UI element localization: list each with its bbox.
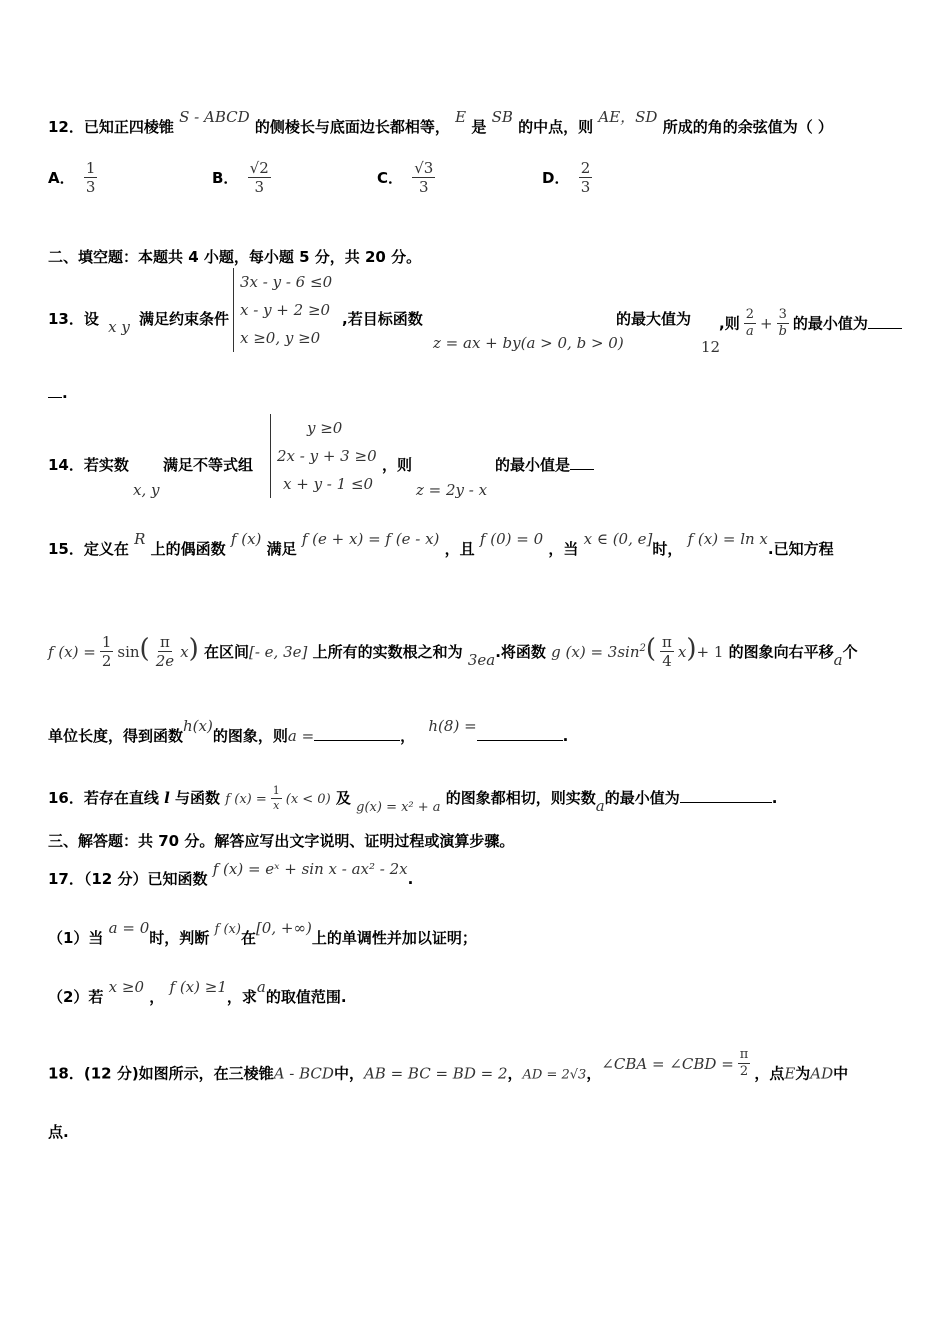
question-13 — [48, 308, 230, 336]
q17-part-1 — [48, 919, 477, 948]
q18-text: ，点 — [754, 1064, 785, 1083]
part-label: （2）若 — [48, 988, 104, 1006]
q15-text: . — [562, 727, 569, 745]
question-17 — [48, 860, 414, 889]
q12-lines: AE，SD — [598, 108, 658, 126]
numerator: √2 — [249, 159, 269, 177]
one-over-x — [271, 785, 282, 812]
q16-number: 16．若存在直线 — [48, 789, 159, 808]
q14-text: 满足不等式组 — [163, 456, 254, 474]
function-f: f (x) = eˣ + sin x - ax² - 2x — [212, 860, 408, 878]
option-fraction — [84, 160, 98, 197]
q15-text: 的图象，则 — [212, 727, 288, 745]
set-r: R — [134, 530, 146, 548]
q15-text: .将函数 — [495, 643, 546, 661]
condition: a = 0 — [108, 919, 150, 937]
function-g: g (x) = 3sin — [551, 643, 640, 661]
q13-blank-end — [48, 384, 68, 402]
q12-text: 已知正四棱锥 — [83, 118, 174, 136]
plus-sign: + — [759, 314, 773, 333]
q13-tail: . — [62, 384, 68, 402]
denominator: 2 — [101, 652, 112, 671]
numerator: 1 — [85, 159, 96, 177]
q18-text: ， — [507, 1064, 523, 1083]
q16-text: 的图象都相切，则实数 — [445, 789, 596, 808]
section-3-heading: 三、解答题：共 70 分。解答应写出文字说明、证明过程或演算步骤。 — [48, 832, 515, 850]
answer-blank[interactable] — [680, 801, 772, 803]
denominator: 2e — [155, 652, 175, 671]
question-15-line-3 — [48, 717, 569, 746]
q16-text: 的最小值为 — [604, 789, 680, 808]
denominator: 3 — [254, 178, 264, 197]
constraint: x ≥0, y ≥0 — [240, 329, 321, 347]
option-label: D． — [542, 169, 570, 187]
q17-text: 上的单调性并加以证明； — [311, 929, 477, 947]
q12-option-a — [48, 160, 101, 197]
q13-constraint-system — [233, 268, 332, 352]
answer-blank[interactable] — [48, 396, 62, 398]
q13-continued-3 — [719, 308, 902, 340]
q15-text: 个 — [842, 643, 858, 661]
function-f: f (x) = — [225, 792, 267, 808]
numerator: π — [739, 1047, 749, 1062]
square: 2 — [639, 643, 646, 654]
numerator: 3 — [778, 307, 787, 322]
inequality: f (x) ≥1 — [169, 978, 227, 996]
pi-over-2 — [738, 1048, 751, 1080]
answer-blank[interactable] — [868, 327, 902, 329]
denominator: 2 — [739, 1063, 749, 1079]
q16-text: . — [771, 789, 778, 808]
q13-number: 13．设 — [48, 310, 99, 328]
q15-text: 上所有的实数根之和为 — [312, 643, 463, 661]
denominator: b — [778, 323, 787, 339]
option-label: A． — [48, 169, 75, 187]
constraint: 3x - y - 6 ≤0 — [240, 273, 333, 291]
q12-text: 所成的角的余弦值为（ ） — [662, 118, 833, 136]
question-12 — [48, 108, 833, 137]
segment-ad: AD — [810, 1064, 834, 1083]
q15-text: 单位长度，得到函数 — [48, 727, 184, 745]
q12-point: E — [455, 108, 467, 126]
fraction-3-over-b — [777, 308, 789, 340]
pi-over-2e — [154, 634, 176, 671]
numerator: π — [159, 633, 170, 651]
inequality: x + y - 1 ≤0 — [283, 475, 374, 493]
option-label: B． — [212, 169, 239, 187]
q13-objective: z = ax + by(a > 0, b > 0) — [433, 334, 624, 352]
fraction-2-over-a — [744, 308, 756, 340]
option-fraction — [412, 160, 435, 197]
q18-text: 为 — [795, 1064, 811, 1083]
f-zero: f (0) = 0 — [479, 530, 544, 548]
denominator: x — [273, 798, 280, 812]
pi-over-4 — [660, 634, 674, 671]
q17-text: 的取值范围. — [265, 988, 347, 1006]
denominator: a — [745, 323, 754, 339]
question-14 — [48, 454, 129, 475]
q18-line-2: 点. — [48, 1123, 69, 1141]
q16-text: 与函数 — [175, 789, 221, 808]
q15-text: ，且 — [444, 540, 475, 558]
line-l: l — [164, 789, 170, 808]
a-equals: a = — [287, 727, 315, 745]
question-15-line-2: f (x) = $\frac{1}{2}$ sin( $\frac{\pi}{2e}$ x) 在区间[- e, 3e] 上所有的实数根之和为 3ea.将函数 g $(x) = 3\sin^2$( $\frac{\pi}{4}$ x)+ 1 的图象向右平移a个 — [48, 633, 858, 671]
q15-text: 的图象向右平移 — [728, 643, 834, 661]
q12-option-d — [542, 160, 596, 197]
answer-blank-h8[interactable] — [477, 739, 563, 741]
function-f: f (x) — [230, 530, 262, 548]
question-16 — [48, 784, 778, 816]
q15-text: ，当 — [548, 540, 579, 558]
question-15-line-1 — [48, 530, 834, 559]
plus-one: + 1 — [696, 643, 724, 661]
edge-ad: AD = 2√3 — [522, 1067, 587, 1083]
interval: [0, +∞) — [255, 919, 312, 937]
q13-text: 的最大值为 — [616, 310, 692, 328]
q18-text: 中 — [833, 1064, 849, 1083]
q13-text: 的最小值为 — [792, 314, 868, 333]
point-e: E — [784, 1064, 796, 1083]
q14-continued — [495, 454, 594, 475]
q13-text: 满足约束条件 — [139, 310, 230, 328]
q15-number: 15．定义在 — [48, 540, 129, 558]
q15-text: 在区间 — [203, 643, 249, 661]
numerator: 2 — [745, 307, 754, 322]
part-label: （1）当 — [48, 929, 104, 947]
q12-text: 的侧棱长与底面边长都相等， — [254, 118, 450, 136]
q12-edge: SB — [491, 108, 513, 126]
q12-text: 的中点，则 — [518, 118, 594, 136]
q17-number: 17．（12 分）已知函数 — [48, 870, 208, 888]
q13-continued-2 — [616, 308, 691, 329]
q14-text: 的最小值是 — [495, 456, 571, 474]
answer-blank[interactable] — [570, 468, 594, 470]
sin: sin — [117, 643, 140, 661]
range: [- e, 3e] — [248, 643, 308, 661]
q18-text: ， — [586, 1064, 602, 1083]
root-sum: 3ea — [467, 651, 496, 669]
answer-blank-a[interactable] — [314, 739, 400, 741]
q17-part-2 — [48, 978, 347, 1007]
h-eight: h(8) = — [428, 717, 477, 735]
q15-text: 上的偶函数 — [150, 540, 226, 558]
domain: (x < 0) — [285, 792, 331, 808]
constraint: x - y + 2 ≥0 — [240, 301, 331, 319]
q13-text: ,则 — [719, 314, 740, 333]
q12-pyramid: S - ABCD — [179, 108, 250, 126]
q12-option-b — [212, 160, 275, 197]
interval: x ∈ (0, e] — [583, 530, 653, 548]
var-x: x — [677, 643, 687, 661]
numerator: 1 — [101, 633, 112, 651]
q13-continued — [342, 308, 423, 329]
q13-vars: x y — [108, 318, 130, 336]
q14-number: 14．若实数 — [48, 456, 129, 474]
q13-text: ,若目标函数 — [342, 310, 423, 328]
solid: A - BCD — [273, 1064, 334, 1083]
q12-number: 12． — [48, 118, 84, 136]
q14-expression: z = 2y - x — [416, 481, 488, 499]
option-fraction — [579, 160, 593, 197]
q18-text: 中， — [333, 1064, 364, 1083]
q14-inequality-system — [270, 414, 377, 498]
denominator: 3 — [85, 178, 96, 197]
section-2-heading: 二、填空题：本题共 4 小题，每小题 5 分，共 20 分。 — [48, 248, 422, 266]
q17-text: 时，判断 — [149, 929, 210, 947]
q12-option-c — [377, 160, 439, 197]
var-a: a — [256, 978, 266, 996]
var-x: x — [180, 643, 189, 661]
q17-text: ，求 — [226, 988, 257, 1006]
denominator: 3 — [580, 178, 591, 197]
one-half — [100, 634, 114, 671]
q17-text: 在 — [240, 929, 256, 947]
numerator: 1 — [272, 784, 280, 797]
q15-text: 满足 — [266, 540, 297, 558]
var-a: a — [595, 797, 605, 816]
edge-equalities: AB = BC = BD = 2 — [363, 1064, 508, 1083]
numerator: 2 — [580, 159, 591, 177]
denominator: 4 — [662, 652, 672, 671]
q15-text: 时， — [652, 540, 683, 558]
q14-text: ，则 — [382, 456, 413, 474]
denominator: 3 — [419, 178, 429, 197]
option-fraction — [248, 160, 271, 197]
q14-vars: x, y — [133, 481, 160, 499]
equation-left: f (x) = — [48, 643, 96, 661]
q16-text: 及 — [335, 789, 351, 808]
q15-text: ， — [400, 727, 416, 745]
numerator: √3 — [414, 159, 434, 177]
function-g: g(x) = x² + a — [356, 800, 441, 816]
q17-text: ， — [149, 988, 165, 1006]
q12-text: 是 — [471, 118, 487, 136]
angles: ∠CBA = ∠CBD = — [601, 1054, 734, 1073]
option-label: C． — [377, 169, 404, 187]
numerator: π — [662, 633, 672, 651]
function-f: f (x) — [214, 922, 241, 937]
f-definition: f (x) = ln x — [687, 530, 768, 548]
q17-text: . — [407, 870, 414, 888]
q15-text: .已知方程 — [767, 540, 834, 558]
condition: x ≥0 — [108, 978, 145, 996]
question-18 — [48, 1047, 849, 1090]
inequality: 2x - y + 3 ≥0 — [277, 447, 377, 465]
inequality: y ≥0 — [307, 419, 343, 437]
var-a: a — [833, 651, 843, 669]
symmetry-condition: f (e + x) = f (e - x) — [301, 530, 440, 548]
q13-max-value: 12 — [701, 338, 721, 356]
function-h: h(x) — [183, 717, 213, 735]
q18-number: 18．(12 分)如图所示，在三棱锥 — [48, 1064, 274, 1083]
